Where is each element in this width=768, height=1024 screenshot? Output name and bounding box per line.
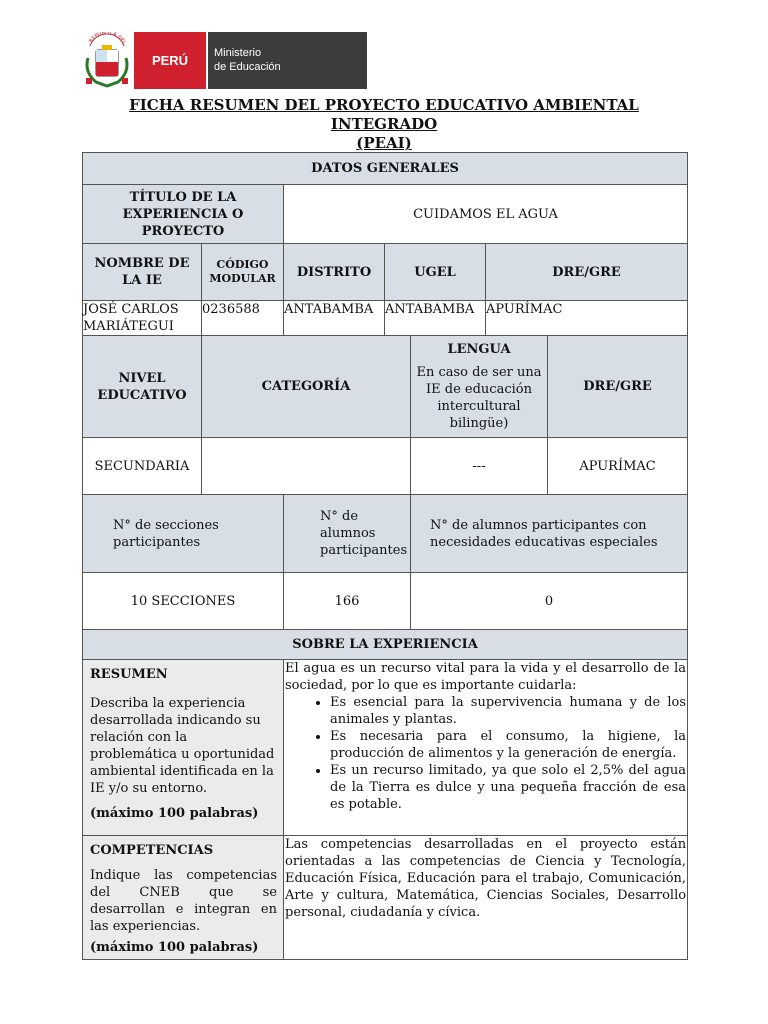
nee-header: N° de alumnos participantes con necesidades educativas especiales xyxy=(411,495,688,573)
resumen-instructions: Describa la experiencia desarrollada indicando su relación con la problemática u oportunidad ambiental identificada en la IE y/o su entorno. xyxy=(90,696,275,796)
nivel-educativo-header: NIVEL EDUCATIVO xyxy=(83,336,202,438)
resumen-label-cell xyxy=(83,660,284,836)
lengua-header-cell xyxy=(411,336,548,438)
nombre-ie-value: JOSÉ CARLOS MARIÁTEGUI xyxy=(83,301,202,336)
secciones-value: 10 SECCIONES xyxy=(83,573,284,630)
svg-text:REPÚBLICA DEL PERÚ xyxy=(80,32,128,47)
ministry-line2: de Educación xyxy=(214,61,281,73)
dre-header: DRE/GRE xyxy=(486,244,688,301)
resumen-bullet-2: • Es necesaria para el consumo, la higiene, la producción de alimentos y la generación de energía. xyxy=(330,728,686,762)
sobre-experiencia-header: SOBRE LA EXPERIENCIA xyxy=(83,630,688,660)
resumen-text-cell xyxy=(284,660,688,836)
titulo-label: TÍTULO DE LA EXPERIENCIA O PROYECTO xyxy=(83,185,284,244)
ugel-header: UGEL xyxy=(385,244,486,301)
resumen-bullet-1: • Es esencial para la supervivencia humana y de los animales y plantas. xyxy=(330,694,686,728)
distrito-header: DISTRITO xyxy=(284,244,385,301)
distrito-value: ANTABAMBA xyxy=(284,301,385,336)
peru-logo-box xyxy=(134,32,206,89)
peai-form-table xyxy=(82,152,688,960)
resumen-intro: El agua es un recurso vital para la vida y el desarrollo de la sociedad, por lo que es importante cuidarla: xyxy=(285,661,687,693)
title-line1: FICHA RESUMEN DEL PROYECTO EDUCATIVO AMBIENTAL INTEGRADO xyxy=(129,96,639,133)
competencias-label-cell xyxy=(83,836,284,960)
peru-coat-of-arms-icon xyxy=(80,32,134,89)
dre-value-2: APURÍMAC xyxy=(548,438,688,495)
ministry-line1: Ministerio xyxy=(214,47,262,59)
lengua-header: LENGUA xyxy=(447,342,511,357)
ministry-logo-box xyxy=(206,32,367,89)
titulo-value: CUIDAMOS EL AGUA xyxy=(284,185,688,244)
categoria-header: CATEGORÍA xyxy=(202,336,411,438)
resumen-bullet-list xyxy=(330,694,686,813)
categoria-value xyxy=(202,438,411,495)
datos-generales-header: DATOS GENERALES xyxy=(83,153,688,185)
secciones-header: N° de secciones participantes xyxy=(83,495,284,573)
competencias-instructions: Indique las competencias del CNEB que se desarrollan e integran en las experiencias. xyxy=(90,868,277,934)
peru-label: PERÚ xyxy=(151,53,189,68)
codigo-modular-value: 0236588 xyxy=(202,301,284,336)
alumnos-header: N° de alumnos participantes xyxy=(284,495,411,573)
seal-text: REPÚBLICA DEL xyxy=(88,32,128,46)
dre-header-2: DRE/GRE xyxy=(548,336,688,438)
resumen-limit: (máximo 100 palabras) xyxy=(90,806,259,821)
lengua-note: En caso de ser una IE de educación intercultural bilingüe) xyxy=(416,365,542,431)
dre-value: APURÍMAC xyxy=(486,301,688,336)
nombre-ie-header: NOMBRE DE LA IE xyxy=(83,244,202,301)
alumnos-value: 166 xyxy=(284,573,411,630)
competencias-label: COMPETENCIAS xyxy=(90,843,214,858)
title-line2: (PEAI) xyxy=(356,134,412,152)
codigo-modular-header: CÓDIGO MODULAR xyxy=(202,244,284,301)
nee-value: 0 xyxy=(411,573,688,630)
resumen-label: RESUMEN xyxy=(90,667,168,682)
competencias-text: Las competencias desarrolladas en el proyecto están orientadas a las competencias de Ciencia y Tecnología, Educación Física, Educación para el trabajo, Comunicación, Arte y cultura, Matemática, Ciencias Sociales, Desarrollo personal, ciudadanía y cívica. xyxy=(284,836,688,960)
resumen-bullet-3: • Es un recurso limitado, ya que solo el 2,5% del agua de la Tierra es dulce y una pequeña fracción de esa es potable. xyxy=(330,762,686,813)
document-title xyxy=(84,96,684,153)
ugel-value: ANTABAMBA xyxy=(385,301,486,336)
header-logos xyxy=(80,32,367,89)
nivel-educativo-value: SECUNDARIA xyxy=(83,438,202,495)
lengua-value: --- xyxy=(411,438,548,495)
competencias-limit: (máximo 100 palabras) xyxy=(90,940,259,955)
